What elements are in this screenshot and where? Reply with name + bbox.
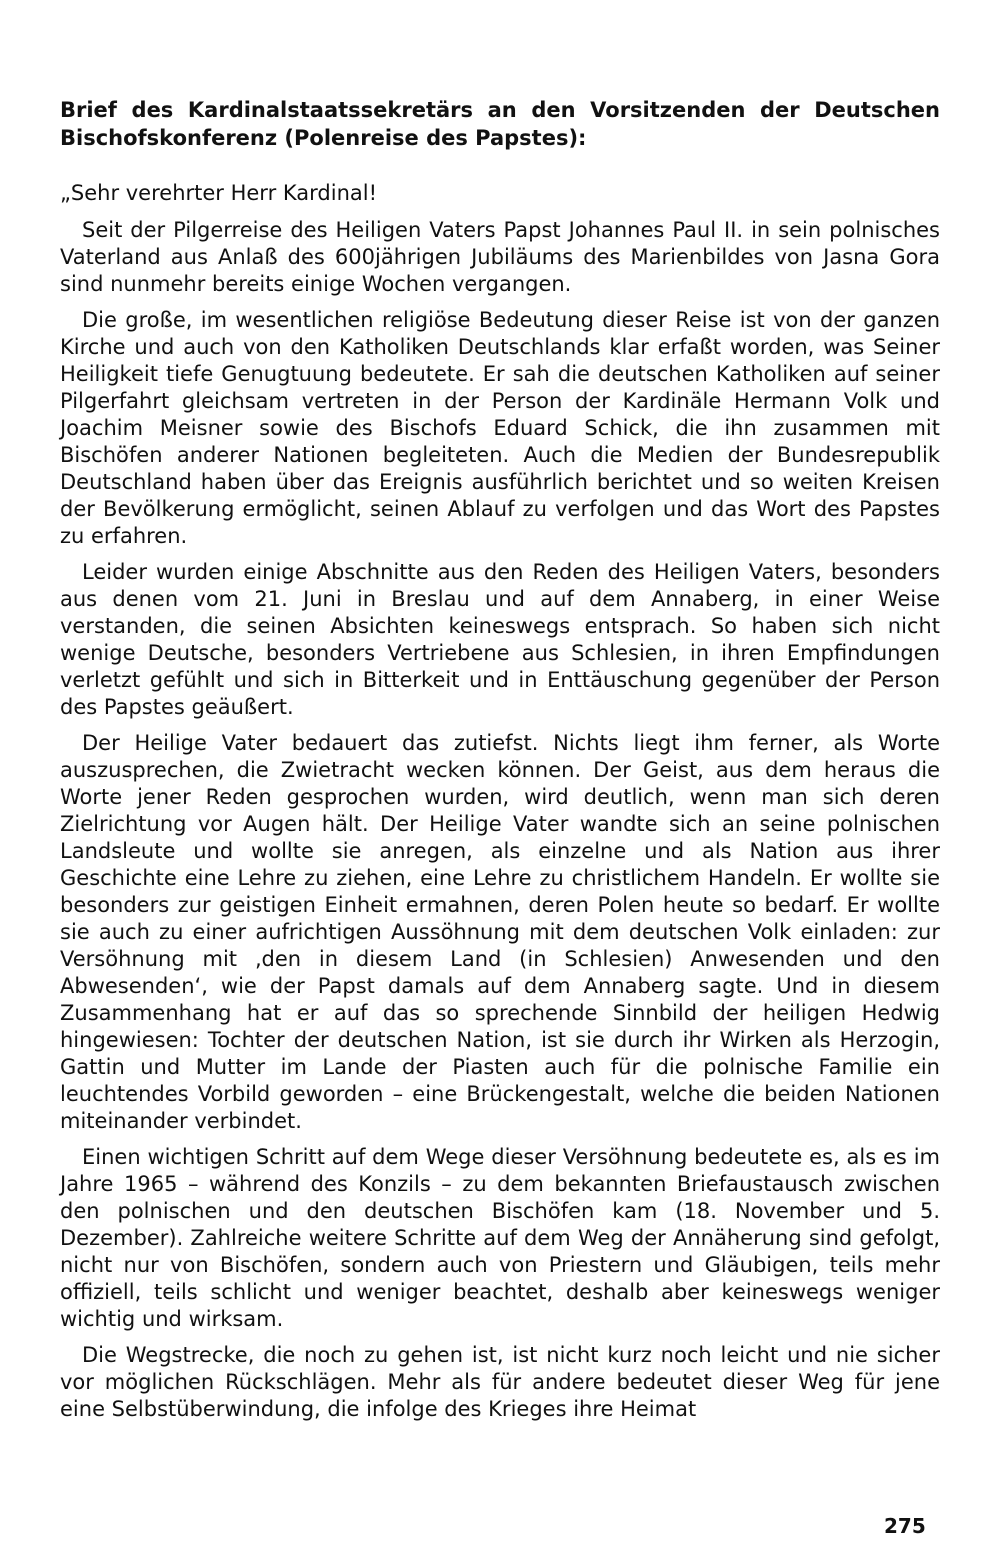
letter-body — [60, 180, 940, 1432]
paragraph: Der Heilige Vater bedauert das zutiefst. Nichts liegt ihm ferner, als Worte auszusprechen, die Zwietracht wecken können. Der Geist, aus dem heraus die Worte jener Reden gesprochen wurden, wird deutlich, wenn man sich deren Zielrichtung vor Augen hält. Der Heilige Vater wandte sich an seine polnischen Landsleute und wollte sie anregen, als einzelne und als Nation aus ihrer Geschichte eine Lehre zu ziehen, eine Lehre zu christlichem Handeln. Er wollte sie besonders zur geistigen Einheit ermahnen, deren Polen heute so bedarf. Er wollte sie auch zu einer aufrichtigen Aussöhnung mit dem deutschen Volk einladen: zur Versöhnung mit ‚den in diesem Land (in Schlesien) Anwesenden und den Abwesenden‘, wie der Papst damals auf dem Annaberg sagte. Und in diesem Zusammenhang hat er auf das so sprechende Sinnbild der heiligen Hedwig hingewiesen: Tochter der deutschen Nation, ist sie durch ihr Wirken als Herzogin, Gattin und Mutter im Lande der Piasten auch für die polnische Familie ein leuchtendes Vorbild geworden – eine Brückengestalt, welche die beiden Nationen miteinander verbindet. — [60, 731, 940, 1133]
paragraph: Die Wegstrecke, die noch zu gehen ist, ist nicht kurz noch leicht und nie sicher vor möglichen Rückschlägen. Mehr als für andere bedeutet dieser Weg für jene eine Selbstüberwindung, die infolge des Krieges ihre Heimat — [60, 1343, 940, 1421]
document-heading: Brief des Kardinalstaatssekretärs an den Vorsitzenden der Deutschen Bischofskonferenz (Polenreise des Papstes): — [60, 98, 940, 150]
paragraph: Die große, im wesentlichen religiöse Bedeutung dieser Reise ist von der ganzen Kirche und auch von den Katholiken Deutschlands klar erfaßt worden, was Seiner Heiligkeit tiefe Genugtuung bedeutete. Er sah die deutschen Katholiken auf seiner Pilgerfahrt gleichsam vertreten in der Person der Kardinäle Hermann Volk und Joachim Meisner sowie des Bischofs Eduard Schick, die ihn zusammen mit Bischöfen anderer Nationen begleiteten. Auch die Medien der Bundesrepublik Deutschland haben über das Ereignis ausführlich berichtet und so weiten Kreisen der Bevölkerung ermöglicht, seinen Ablauf zu verfolgen und das Wort des Papstes zu erfahren. — [60, 308, 940, 548]
paragraph: Leider wurden einige Abschnitte aus den Reden des Heiligen Vaters, besonders aus denen vom 21. Juni in Breslau und auf dem Annaberg, in einer Weise verstanden, die seinen Absichten keineswegs entsprach. So haben sich nicht wenige Deutsche, besonders Vertriebene aus Schlesien, in ihren Empfindungen verletzt gefühlt und sich in Bitterkeit und in Enttäuschung gegenüber der Person des Papstes geäußert. — [60, 560, 940, 719]
page-number: 275 — [884, 1514, 926, 1538]
paragraph: Einen wichtigen Schritt auf dem Wege dieser Versöhnung bedeutete es, als es im Jahre 1965 – während des Konzils – zu dem bekannten Briefaustausch zwischen den polnischen und den deutschen Bischöfen kam (18. November und 5. Dezember). Zahlreiche weitere Schritte auf dem Weg der Annäherung sind gefolgt, nicht nur von Bischöfen, sondern auch von Priestern und Gläubigen, teils mehr offiziell, teils schlicht und weniger beachtet, deshalb aber keineswegs weniger wichtig und wirksam. — [60, 1145, 940, 1331]
letter-salutation: „Sehr verehrter Herr Kardinal! — [60, 181, 378, 205]
paragraph: Seit der Pilgerreise des Heiligen Vaters Papst Johannes Paul II. in sein polnisches Vaterland aus Anlaß des 600jährigen Jubiläums des Marienbildes von Jasna Gora sind nunmehr bereits einige Wochen vergangen. — [60, 218, 940, 296]
